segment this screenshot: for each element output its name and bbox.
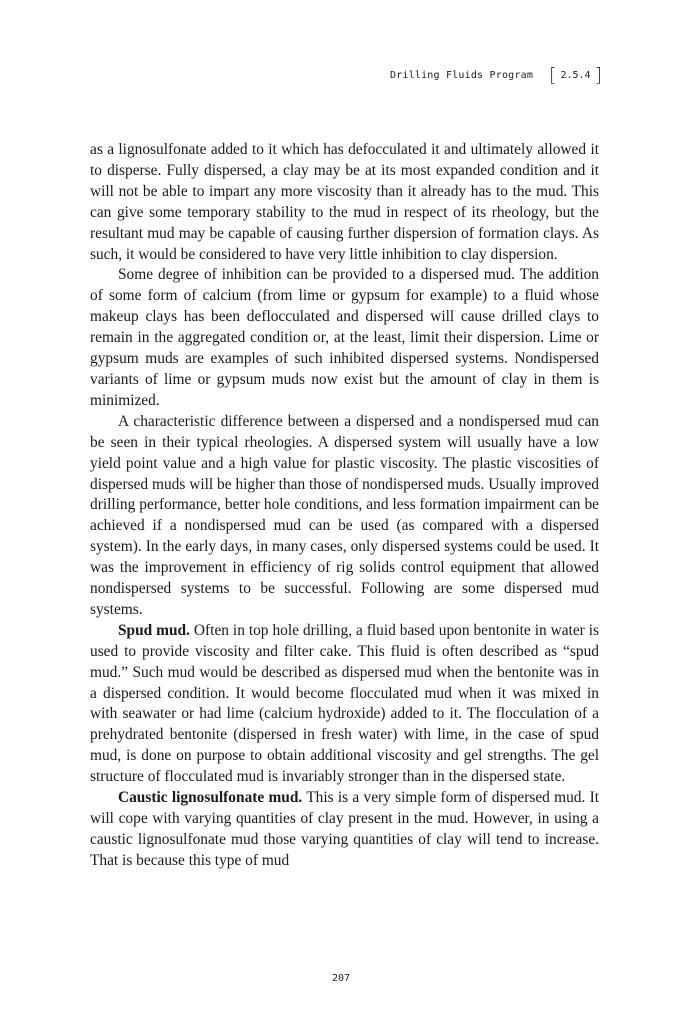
page-number: 207	[331, 973, 351, 984]
paragraph-caustic-lignosulfonate	[90, 788, 599, 872]
spud-mud-heading: Spud mud.	[118, 621, 190, 639]
body-text	[90, 140, 599, 872]
section-number: 2.5.4	[560, 70, 591, 81]
section-bracket-close: ]	[594, 64, 602, 86]
spud-mud-text: Often in top hole drilling, a fluid based upon bentonite in water is used to provide viscosity and filter cake. This fluid is often described as “spud mud.” Such mud would be described as dispersed mud when the bentonite was in a dispersed condition. It would become flocculated mud when it was mixed in with seawater or had lime (calcium hydroxide) added to it. The flocculation of a prehydrated bentonite (dispersed in fresh water) with lime, in the case of spud mud, is done on purpose to obtain additional viscosity and gel strengths. The gel structure of flocculated mud is invariably stronger than in the dispersed state.	[90, 621, 600, 786]
caustic-lignosulfonate-text: This is a very simple form of dispersed mud. It will cope with varying quantities of clay present in the mud. However, in using a caustic lignosulfonate mud those varying quantities of clay will tend to increase. That is because this type of mud	[90, 789, 599, 869]
paragraph-inhibition: Some degree of inhibition can be provided to a dispersed mud. The addition of some form of calcium (from lime or gypsum for example) to a fluid whose makeup clays has been deflocculated and dispersed will cause drilled clays to remain in the aggregated condition or, at the least, limit their dispersion. Lime or gypsum muds are examples of such inhibited dispersed systems. Nondispersed variants of lime or gypsum muds now exist but the amount of clay in them is minimized.	[90, 266, 599, 409]
running-header	[390, 66, 602, 85]
paragraph-spud-mud	[90, 621, 599, 788]
section-bracket-open: [	[549, 64, 557, 86]
paragraph-continued: as a lignosulfonate added to it which has defocculated it and ultimately allowed it to disperse. Fully dispersed, a clay may be at its most expanded condition and it will not be able to impart any more viscosity than it already has to the mud. This can give some temporary stability to the mud in respect of its rheology, but the resultant mud may be capable of causing further dispersion of formation clays. As such, it would be considered to have very little inhibition to clay dispersion.	[90, 141, 599, 263]
paragraph-rheology: A characteristic difference between a dispersed and a nondispersed mud can be seen in their typical rheologies. A dispersed system will usually have a low yield point value and a high value for plastic viscosity. The plastic viscosities of dispersed muds will be higher than those of nondispersed muds. Usually improved drilling performance, better hole conditions, and less formation impairment can be achieved if a nondispersed mud can be used (as compared with a dispersed system). In the early days, in many cases, only dispersed systems could be used. It was the improvement in efficiency of rig solids control equipment that allowed nondispersed systems to be successful. Following are some dispersed mud systems.	[90, 412, 599, 618]
running-title: Drilling Fluids Program	[389, 70, 534, 81]
caustic-lignosulfonate-heading: Caustic lignosulfonate mud.	[118, 789, 303, 807]
